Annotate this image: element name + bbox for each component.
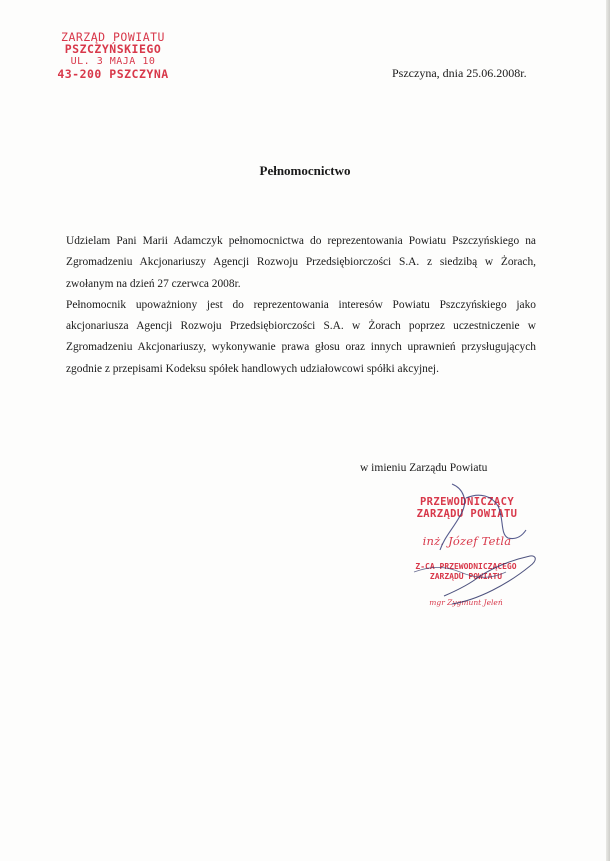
deputy-stamp: [396, 562, 536, 607]
chairman-stamp: [392, 496, 542, 548]
chairman-stamp-org: ZARZĄDU POWIATU: [416, 508, 518, 520]
stamp-line-2: PSZCZYŃSKIEGO: [64, 42, 162, 56]
organization-stamp: [38, 31, 188, 81]
page-edge: [606, 0, 610, 861]
document-body: [66, 231, 536, 380]
deputy-stamp-org: ZARZĄDU POWIATU: [429, 572, 503, 581]
stamp-line-1: ZARZĄD POWIATU: [61, 30, 165, 44]
chairman-stamp-name: inż. Józef Tetla: [422, 534, 512, 548]
paragraph-2: Pełnomocnik upoważniony jest do reprezentowania interesów Powiatu Pszczyńskiego jako akcjonariusza Agencji Rozwoju Przedsiębiorczości S.A. w Żorach poprzez uczestniczenie w Zgromadzeniu Akcjonariuszy, wykonywanie prawa głosu oraz innych uprawnień przysługujących zgodnie z przepisami Kodeksu spółek handlowych udziałowcowi spółki akcyjnej.: [66, 298, 536, 375]
stamp-line-3: UL. 3 MAJA 10: [70, 56, 156, 67]
chairman-stamp-title: PRZEWODNICZĄCY: [419, 496, 515, 508]
paragraph-1: Udzielam Pani Marii Adamczyk pełnomocnictwa do reprezentowania Powiatu Pszczyńskiego na Zgromadzeniu Akcjonariuszy Agencji Rozwoju Przedsiębiorczości S.A. z siedzibą w Żorach, zwołanym na dzień 27 czerwca 2008r.: [66, 235, 536, 290]
document-title: Pełnomocnictwo: [259, 163, 351, 178]
deputy-stamp-title: Z-CA PRZEWODNICZĄCEGO: [415, 562, 517, 571]
signature-intro: w imieniu Zarządu Powiatu: [360, 462, 488, 474]
stamp-line-4: 43-200 PSZCZYNA: [57, 67, 169, 81]
document-date: Pszczyna, dnia 25.06.2008r.: [392, 66, 527, 80]
deputy-stamp-name: mgr Zygmunt Jeleń: [429, 598, 503, 607]
